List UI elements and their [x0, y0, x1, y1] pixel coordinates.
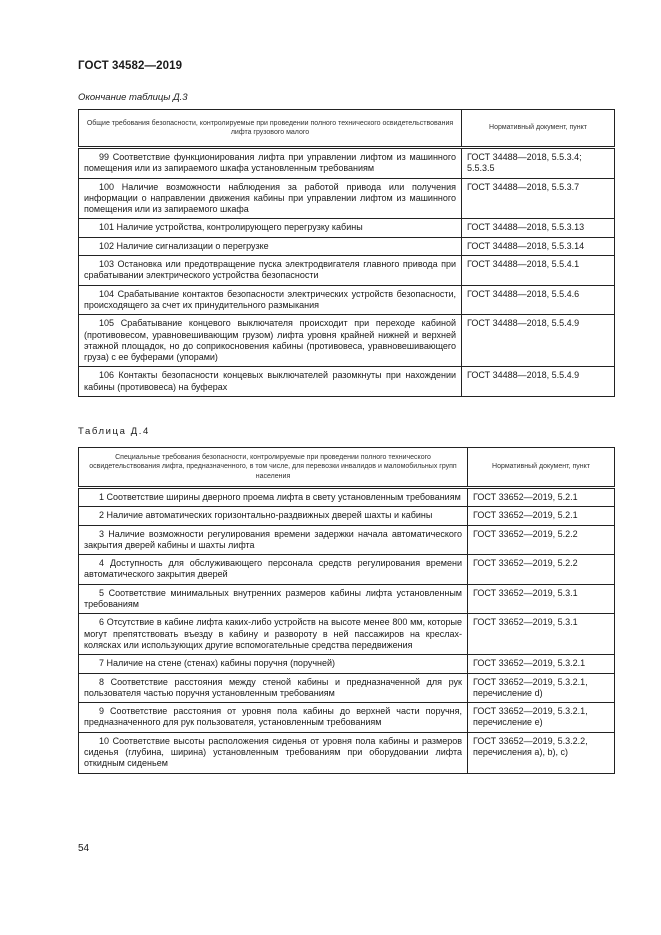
requirement-cell: 2 Наличие автоматических горизонтально-раздвижных дверей шахты и кабины — [79, 507, 468, 525]
requirement-cell: 100 Наличие возможности наблюдения за работой привода или получения информации о направлении движения кабины при управлении лифтом из машинного помещения или из запираемого шкафа — [79, 178, 462, 219]
table-d3-body — [79, 148, 615, 397]
table-d4 — [78, 447, 615, 774]
normative-document-cell: ГОСТ 33652—2019, 5.3.2.2, перечисления a), b), c) — [468, 732, 615, 773]
requirement-cell: 103 Остановка или предотвращение пуска электродвигателя главного привода при срабатывании электрического устройства безопасности — [79, 256, 462, 286]
requirement-cell: 101 Наличие устройства, контролирующего перегрузку кабины — [79, 219, 462, 237]
normative-document-cell: ГОСТ 34488—2018, 5.5.4.6 — [462, 285, 615, 315]
table-row — [79, 178, 615, 219]
normative-document-cell: ГОСТ 34488—2018, 5.5.3.7 — [462, 178, 615, 219]
table-row — [79, 285, 615, 315]
requirement-cell: 10 Соответствие высоты расположения сиденья от уровня пола кабины и размеров сиденья (глубина, ширина) установленным требованиям при оборудовании лифта откидным сиденьем — [79, 732, 468, 773]
table-d4-col1-header: Специальные требования безопасности, контролируемые при проведении полного технического освидетельствования лифта, предназначенного, в том числе, для перевозки инвалидов и маломобильных групп населения — [79, 448, 468, 488]
table-row — [79, 367, 615, 397]
document-header: ГОСТ 34582—2019 — [78, 60, 183, 72]
normative-document-cell: ГОСТ 33652—2019, 5.3.1 — [468, 584, 615, 614]
requirement-cell: 8 Соответствие расстояния между стеной кабины и предназначенной для рук пользователя частью поручня установленным требованиям — [79, 673, 468, 703]
table-row — [79, 315, 615, 367]
normative-document-cell: ГОСТ 34488—2018, 5.5.4.9 — [462, 315, 615, 367]
normative-document-cell: ГОСТ 33652—2019, 5.2.1 — [468, 488, 615, 507]
table-d4-caption: Таблица Д.4 — [78, 426, 150, 437]
table-row — [79, 525, 615, 555]
table-d3-caption: Окончание таблицы Д.3 — [78, 92, 188, 103]
table-row — [79, 148, 615, 179]
requirement-cell: 106 Контакты безопасности концевых выключателей разомкнуты при нахождении кабины (противовеса) на буферах — [79, 367, 462, 397]
requirement-cell: 3 Наличие возможности регулирования времени задержки начала автоматического закрытия дверей кабины и шахты лифта — [79, 525, 468, 555]
requirement-cell: 4 Доступность для обслуживающего персонала средств регулирования времени автоматического закрытия дверей — [79, 555, 468, 585]
normative-document-cell: ГОСТ 33652—2019, 5.3.2.1, перечисление d) — [468, 673, 615, 703]
table-row — [79, 584, 615, 614]
normative-document-cell: ГОСТ 33652—2019, 5.2.1 — [468, 507, 615, 525]
normative-document-cell: ГОСТ 34488—2018, 5.5.4.1 — [462, 256, 615, 286]
requirement-cell: 102 Наличие сигнализации о перегрузке — [79, 237, 462, 255]
requirement-cell: 105 Срабатывание концевого выключателя происходит при переходе кабиной (противовесом, уравновешивающим грузом) лифта уровня крайней нижней и верхней этажной площадок, но до соприкосновения кабины (противовеса, уравновешивающего груза) с ее буферами (упорами) — [79, 315, 462, 367]
table-d3-col1-header: Общие требования безопасности, контролируемые при проведении полного технического освидетельствования лифта грузового малого — [79, 110, 462, 148]
normative-document-cell: ГОСТ 33652—2019, 5.3.2.1, перечисление e) — [468, 703, 615, 733]
requirement-cell: 1 Соответствие ширины дверного проема лифта в свету установленным требованиям — [79, 488, 468, 507]
table-row — [79, 488, 615, 507]
table-d3 — [78, 109, 615, 397]
normative-document-cell: ГОСТ 34488—2018, 5.5.4.9 — [462, 367, 615, 397]
normative-document-cell: ГОСТ 34488—2018, 5.5.3.4; 5.5.3.5 — [462, 148, 615, 179]
requirement-cell: 7 Наличие на стене (стенах) кабины поручня (поручней) — [79, 655, 468, 673]
table-d4-body — [79, 488, 615, 774]
normative-document-cell: ГОСТ 34488—2018, 5.5.3.14 — [462, 237, 615, 255]
requirement-cell: 9 Соответствие расстояния от уровня пола кабины до верхней части поручня, предназначенного для рук пользователя, установленным требованиям — [79, 703, 468, 733]
table-row — [79, 703, 615, 733]
normative-document-cell: ГОСТ 33652—2019, 5.3.2.1 — [468, 655, 615, 673]
table-d4-col2-header: Нормативный документ, пункт — [468, 448, 615, 488]
requirement-cell: 104 Срабатывание контактов безопасности электрических устройств безопасности, происходящего за счет их принудительного размыкания — [79, 285, 462, 315]
table-row — [79, 555, 615, 585]
normative-document-cell: ГОСТ 33652—2019, 5.2.2 — [468, 555, 615, 585]
page-number: 54 — [78, 843, 90, 854]
normative-document-cell: ГОСТ 34488—2018, 5.5.3.13 — [462, 219, 615, 237]
requirement-cell: 6 Отсутствие в кабине лифта каких-либо устройств на высоте менее 800 мм, которые могут препятствовать въезду в кабину и развороту в ней пассажиров на креслах-колясках или использующих другие вспомогательные средства передвижения — [79, 614, 468, 655]
table-row — [79, 256, 615, 286]
table-row — [79, 219, 615, 237]
normative-document-cell: ГОСТ 33652—2019, 5.3.1 — [468, 614, 615, 655]
table-row — [79, 655, 615, 673]
table-row — [79, 507, 615, 525]
table-row — [79, 673, 615, 703]
requirement-cell: 5 Соответствие минимальных внутренних размеров кабины лифта установленным требованиям — [79, 584, 468, 614]
table-row — [79, 732, 615, 773]
table-row — [79, 237, 615, 255]
normative-document-cell: ГОСТ 33652—2019, 5.2.2 — [468, 525, 615, 555]
table-d3-col2-header: Нормативный документ, пункт — [462, 110, 615, 148]
table-row — [79, 614, 615, 655]
requirement-cell: 99 Соответствие функционирования лифта при управлении лифтом из машинного помещения или из запираемого шкафа установленным требованиям — [79, 148, 462, 179]
